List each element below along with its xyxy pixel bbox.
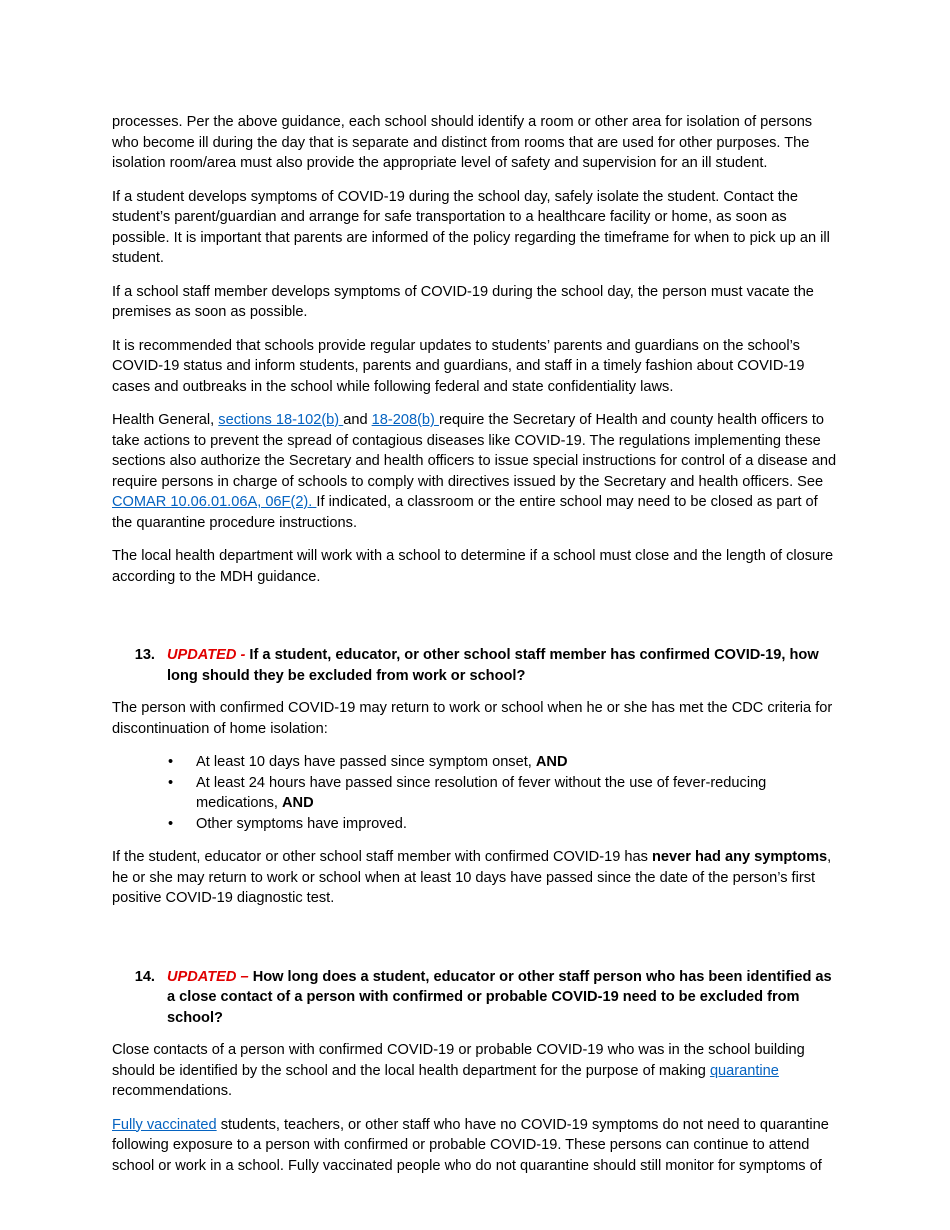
link-sections-18-102b[interactable]: sections 18-102(b) <box>218 412 344 428</box>
paragraph-closure: The local health department will work with a school to determine if a school must close and the length of closure according to the MDH guidance. <box>112 548 834 585</box>
criteria-list <box>112 752 842 834</box>
question-number: 13. <box>134 647 155 663</box>
paragraph-no-symptoms: If the student, educator or other school staff member with confirmed COVID-19 has never had any symptoms, he or she may return to work or school when at least 10 days have passed since the date of the person’s first positive COVID-19 diagnostic test. <box>112 849 832 906</box>
question-14-heading <box>112 967 842 1029</box>
bullet-icon: • <box>168 815 174 832</box>
paragraph-health-general <box>112 410 842 533</box>
list-item: • Other symptoms have improved. <box>112 814 842 835</box>
question-number: 14. <box>134 968 155 985</box>
question-13-intro: The person with confirmed COVID-19 may return to work or school when he or she has met the CDC criteria for discontinuation of home isolation: <box>112 700 833 737</box>
paragraph-fully-vaccinated: Fully vaccinated students, teachers, or other staff who have no COVID-19 symptoms do not need to quarantine following exposure to a person with confirmed or probable COVID-19. These persons can continue to attend school or work in a school. Fully vaccinated people who do not quarantine should still monitor for symptoms of <box>112 1116 829 1174</box>
text: require the Secretary of Health and county health officers to take actions to prevent the spread of contagious diseases like COVID-19. The regulations implementing these sections also authorize the Secretary and health officers to issue special instructions for control of a disease and require persons in charge of schools to comply with directives issued by the Secretary and health officers. See <box>112 412 837 490</box>
updated-label: UPDATED – <box>167 968 249 985</box>
bullet-icon: • <box>168 774 174 791</box>
paragraph-student-symptoms: If a student develops symptoms of COVID-19 during the school day, safely isolate the student. Contact the student’s parent/guardian and arrange for safe transportation to a healthcare facility or home, as soon as possible. It is important that parents are informed of the policy regarding the timeframe for when to pick up an ill student. <box>112 188 830 266</box>
link-fully-vaccinated[interactable]: Fully vaccinated <box>112 1116 217 1133</box>
paragraph-isolation-room: processes. Per the above guidance, each school should identify a room or other area for isolation of persons who become ill during the day that is separate and distinct from rooms that are used for other purposes. The isolation room/area must also provide the appropriate level of safety and supervision for an ill student. <box>112 114 813 171</box>
question-13-heading <box>112 645 842 686</box>
text: If indicated, a classroom or the entire school may need to be closed as part of the quarantine procedure instructions. <box>112 494 818 531</box>
document-body <box>112 112 842 1189</box>
question-text: How long does a student, educator or other staff person who has been identified as a close contact of a person with confirmed or probable COVID-19 need to be excluded from school? <box>167 968 832 1026</box>
bullet-icon: • <box>168 754 174 770</box>
question-text: If a student, educator, or other school staff member has confirmed COVID-19, how long should they be excluded from work or school? <box>167 647 819 684</box>
text: and <box>343 412 372 428</box>
text: Health General, <box>112 412 219 428</box>
list-item: • At least 24 hours have passed since resolution of fever without the use of fever-reducing medications, AND <box>168 774 767 811</box>
link-comar[interactable]: COMAR 10.06.01.06A, 06F(2). <box>112 494 317 510</box>
paragraph-close-contacts: Close contacts of a person with confirmed COVID-19 or probable COVID-19 who was in the school building should be identified by the school and the local health department for the purpose of making quarantine recommendations. <box>112 1042 805 1099</box>
list-item: • At least 10 days have passed since symptom onset, AND <box>112 752 842 773</box>
paragraph-staff-symptoms: If a school staff member develops symptoms of COVID-19 during the school day, the person must vacate the premises as soon as possible. <box>112 283 814 320</box>
link-18-208b[interactable]: 18-208(b) <box>371 412 439 428</box>
paragraph-updates-to-parents: It is recommended that schools provide regular updates to students’ parents and guardians on the school’s COVID-19 status and inform students, parents and guardians, and staff in a timely fashion about COVID-19 cases and outbreaks in the school while following federal and state confidentiality laws. <box>112 337 805 395</box>
updated-label: UPDATED - <box>167 647 246 663</box>
link-quarantine[interactable]: quarantine <box>709 1062 779 1079</box>
